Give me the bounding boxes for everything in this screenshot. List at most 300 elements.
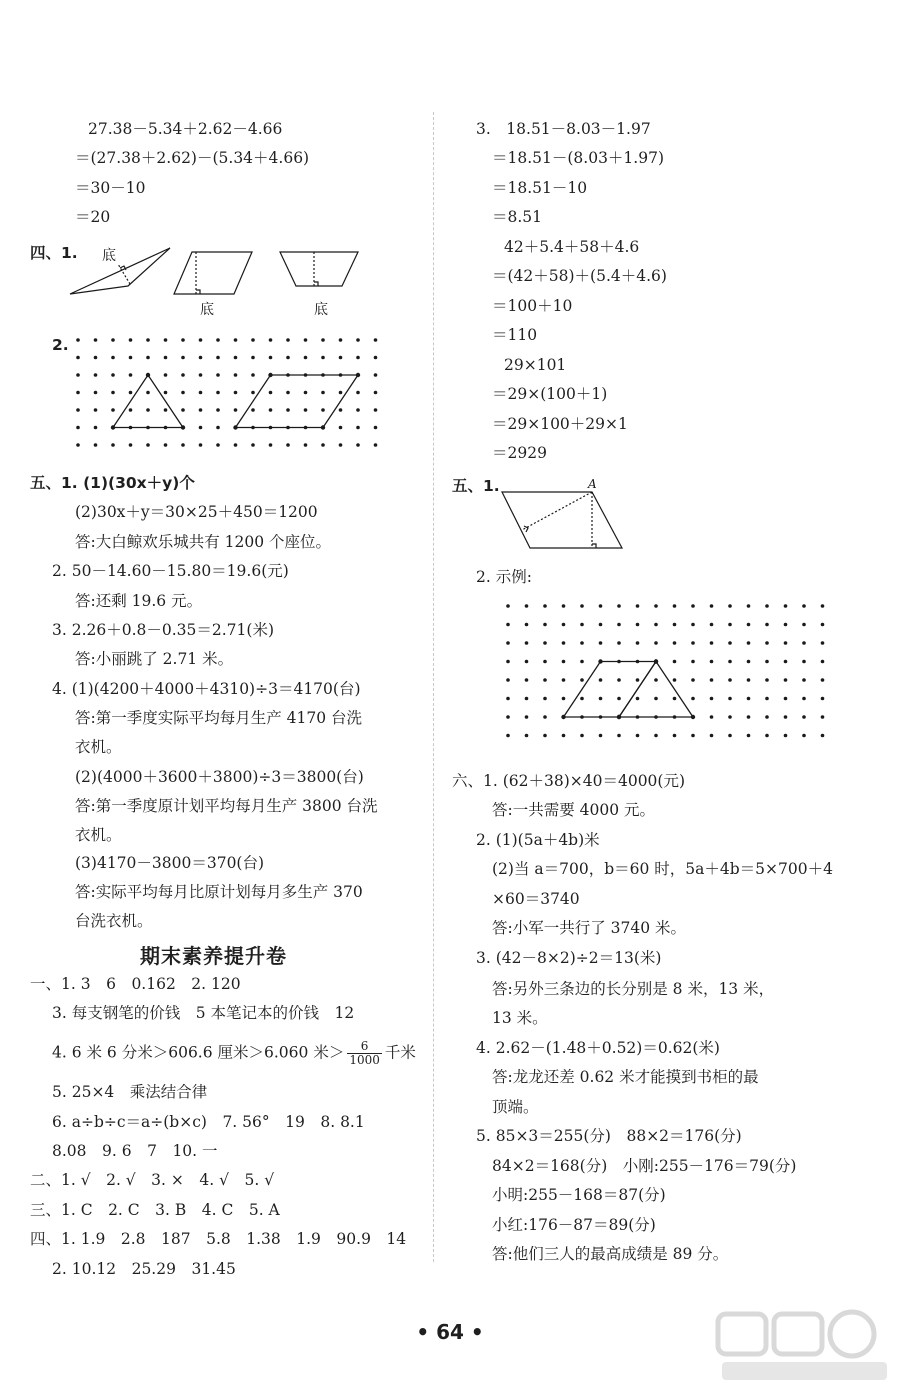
grid-dot — [356, 356, 360, 360]
grid-dot — [339, 426, 343, 430]
grid-dot — [580, 697, 584, 701]
answer-line: ＝8.51 — [492, 208, 543, 226]
grid-dot — [94, 373, 98, 377]
answer-line: 台洗衣机。 — [75, 912, 153, 930]
grid-dot — [710, 697, 714, 701]
grid-vertex — [146, 373, 150, 377]
grid-dot — [543, 660, 547, 664]
grid-dot — [321, 443, 325, 447]
grid-dot — [617, 678, 621, 682]
answer-line: ＝20 — [75, 208, 111, 226]
grid-shape — [619, 662, 693, 718]
grid-dot — [821, 660, 825, 664]
grid-dot — [269, 443, 273, 447]
grid-dot — [506, 660, 510, 664]
answer-line: 答:龙龙还差 0.62 米才能摸到书柜的最 — [492, 1068, 759, 1086]
grid-dot — [728, 623, 732, 627]
answer-line: (2)30x＋y＝30×25＋450＝1200 — [75, 503, 318, 521]
answer-line: 答:小军一共行了 3740 米。 — [492, 919, 687, 937]
grid-dot — [599, 623, 603, 627]
grid-dot — [234, 356, 238, 360]
grid-dot — [691, 623, 695, 627]
grid-dot — [129, 373, 133, 377]
grid-vertex — [617, 715, 621, 719]
grid-dot — [728, 678, 732, 682]
grid-dot — [821, 715, 825, 719]
grid-dot — [543, 604, 547, 608]
grid-dot — [374, 443, 378, 447]
grid-dot — [94, 408, 98, 412]
grid-dot — [111, 356, 115, 360]
grid-dot — [506, 604, 510, 608]
answer-line: 6. a÷b÷c＝a÷(b×c) 7. 56° 19 8. 8.1 — [52, 1113, 365, 1131]
grid-dot — [728, 734, 732, 738]
grid-dot — [821, 604, 825, 608]
grid-dot — [164, 391, 168, 395]
grid-dot — [747, 660, 751, 664]
grid-dot — [269, 356, 273, 360]
grid-dot — [710, 734, 714, 738]
grid-dot — [691, 604, 695, 608]
answer-line: 答:还剩 19.6 元。 — [75, 592, 203, 610]
grid-dot — [339, 443, 343, 447]
grid-dot — [94, 338, 98, 342]
grid-vertex — [181, 425, 185, 429]
answer-line: 2. (1)(5a＋4b)米 — [476, 831, 600, 849]
grid-dot — [94, 356, 98, 360]
answer-line: 2. 10.12 25.29 31.45 — [52, 1260, 236, 1278]
grid-dot — [111, 408, 115, 412]
section-label: 五、1. — [452, 477, 500, 495]
grid-dot — [580, 734, 584, 738]
grid-dot — [562, 697, 566, 701]
grid-dot — [199, 443, 203, 447]
grid-dot — [765, 715, 769, 719]
grid-dot — [129, 443, 133, 447]
answer-line: 5. 25×4 乘法结合律 — [52, 1083, 208, 1101]
grid-dot — [562, 641, 566, 645]
grid-dot — [111, 443, 115, 447]
answer-line: ＝29×100＋29×1 — [492, 415, 628, 433]
watermark-logo — [712, 1308, 892, 1386]
grid-dot — [129, 391, 133, 395]
fraction-numerator: 6 — [347, 1040, 382, 1054]
answer-line: 三、1. C 2. C 3. B 4. C 5. A — [30, 1201, 280, 1219]
answer-line: 答:第一季度实际平均每月生产 4170 台洗 — [75, 709, 363, 727]
grid-dot — [286, 356, 290, 360]
grid-dot — [802, 715, 806, 719]
grid-dot — [747, 641, 751, 645]
grid-dot — [356, 426, 360, 430]
grid-dot — [525, 641, 529, 645]
answer-line: 答:他们三人的最高成绩是 89 分。 — [492, 1245, 729, 1263]
grid-dot — [199, 391, 203, 395]
grid-dot — [673, 641, 677, 645]
grid-dot — [821, 697, 825, 701]
answer-line: (3)4170－3800＝370(台) — [75, 854, 265, 872]
grid-dot — [765, 604, 769, 608]
grid-dot — [251, 356, 255, 360]
grid-dot — [506, 623, 510, 627]
grid-dot — [269, 408, 273, 412]
grid-dot — [765, 697, 769, 701]
answer-line: 六、1. (62＋38)×40＝4000(元) — [452, 772, 686, 790]
answer-line: 2. 50－14.60－15.80＝19.6(元) — [52, 562, 289, 580]
grid-dot — [710, 715, 714, 719]
answer-line — [52, 1040, 416, 1067]
grid-dot — [321, 408, 325, 412]
grid-dot — [164, 356, 168, 360]
grid-dot — [94, 426, 98, 430]
answer-line: 27.38－5.34＋2.62－4.66 — [88, 120, 283, 138]
answer-line: 4. (1)(4200＋4000＋4310)÷3＝4170(台) — [52, 680, 361, 698]
grid-dot — [321, 338, 325, 342]
grid-dot — [654, 604, 658, 608]
grid-dot — [784, 734, 788, 738]
grid-dot — [146, 356, 150, 360]
section-title: 期末素养提升卷 — [140, 944, 287, 968]
grid-dot — [199, 426, 203, 430]
grid-dot — [654, 678, 658, 682]
grid-dot — [506, 641, 510, 645]
grid-dot — [728, 715, 732, 719]
answer-line: ＝(42＋58)＋(5.4＋4.6) — [492, 267, 667, 285]
grid-dot — [181, 373, 185, 377]
answer-line: ＝100＋10 — [492, 297, 573, 315]
grid-dot — [802, 697, 806, 701]
grid-dot — [673, 604, 677, 608]
grid-dot — [234, 338, 238, 342]
answer-line: 顶端。 — [492, 1098, 539, 1116]
grid-dot — [543, 641, 547, 645]
grid-dot — [111, 338, 115, 342]
grid-dot — [199, 356, 203, 360]
grid-shape — [113, 375, 183, 428]
grid-dot — [199, 338, 203, 342]
grid-dot — [617, 697, 621, 701]
grid-dot — [146, 338, 150, 342]
grid-dot — [525, 715, 529, 719]
grid-dot — [580, 604, 584, 608]
grid-dot — [543, 715, 547, 719]
grid-dot — [129, 408, 133, 412]
grid-dot — [251, 338, 255, 342]
grid-vertex — [598, 659, 602, 663]
grid-dot — [339, 408, 343, 412]
grid-dot — [802, 734, 806, 738]
answer-line: 5. 85×3＝255(分) 88×2＝176(分) — [476, 1127, 742, 1145]
grid-dot — [636, 697, 640, 701]
answer-line: ＝18.51－10 — [492, 179, 588, 197]
grid-dot — [784, 623, 788, 627]
grid-vertex — [321, 425, 325, 429]
grid-dot — [234, 408, 238, 412]
answer-line: ×60＝3740 — [492, 890, 580, 908]
grid-dot — [747, 734, 751, 738]
grid-dot — [673, 734, 677, 738]
answer-line: 2. 示例: — [476, 568, 532, 586]
answer-line: ＝2929 — [492, 444, 547, 462]
grid-dot — [599, 697, 603, 701]
answer-line: 四、1. 1.9 2.8 187 5.8 1.38 1.9 90.9 14 — [30, 1230, 407, 1248]
grid-dot — [111, 373, 115, 377]
grid-dot — [617, 604, 621, 608]
grid-dot — [356, 338, 360, 342]
grid-dot — [691, 678, 695, 682]
page-number: • 64 • — [416, 1320, 484, 1344]
grid-dot — [599, 734, 603, 738]
grid-dot — [111, 391, 115, 395]
grid-dot — [599, 604, 603, 608]
grid-dot — [691, 660, 695, 664]
grid-dot — [728, 660, 732, 664]
grid-dot — [562, 734, 566, 738]
grid-dot — [765, 734, 769, 738]
answer-line: (2)当 a＝700，b＝60 时，5a＋4b＝5×700＋4 — [492, 860, 833, 878]
fraction-line-suffix: 千米 — [384, 1043, 416, 1062]
answer-line: 3. 18.51－8.03－1.97 — [476, 120, 651, 138]
grid-dot — [673, 678, 677, 682]
grid-dot — [728, 604, 732, 608]
grid-dot — [562, 623, 566, 627]
grid-dot — [580, 641, 584, 645]
grid-dot — [784, 641, 788, 645]
dot-grid-right — [500, 598, 840, 758]
vertex-label: A — [588, 477, 597, 491]
grid-dot — [747, 715, 751, 719]
grid-dot — [356, 443, 360, 447]
column-divider — [433, 112, 434, 1262]
grid-dot — [181, 408, 185, 412]
answer-line: ＝110 — [492, 326, 538, 344]
grid-dot — [654, 623, 658, 627]
grid-dot — [784, 697, 788, 701]
grid-dot — [543, 734, 547, 738]
grid-dot — [636, 604, 640, 608]
question-number: 2. — [52, 336, 69, 354]
grid-dot — [216, 373, 220, 377]
grid-dot — [543, 678, 547, 682]
base-label: 底 — [200, 302, 214, 318]
grid-dot — [374, 391, 378, 395]
grid-dot — [784, 604, 788, 608]
grid-dot — [234, 443, 238, 447]
grid-dot — [164, 443, 168, 447]
grid-dot — [710, 604, 714, 608]
grid-dot — [673, 697, 677, 701]
answer-line: 小明:255－168＝87(分) — [492, 1186, 666, 1204]
grid-dot — [251, 443, 255, 447]
grid-shape — [236, 375, 359, 428]
grid-dot — [710, 641, 714, 645]
answer-line: 3. (42－8×2)÷2＝13(米) — [476, 949, 662, 967]
answer-line: 小红:176－87＝89(分) — [492, 1216, 656, 1234]
grid-dot — [94, 443, 98, 447]
grid-dot — [747, 623, 751, 627]
grid-vertex — [654, 659, 658, 663]
grid-dot — [304, 391, 308, 395]
grid-dot — [784, 715, 788, 719]
grid-dot — [710, 623, 714, 627]
grid-dot — [654, 734, 658, 738]
grid-dot — [691, 697, 695, 701]
grid-dot — [199, 408, 203, 412]
grid-dot — [286, 391, 290, 395]
grid-dot — [251, 408, 255, 412]
answer-line: 3. 2.26＋0.8－0.35＝2.71(米) — [52, 621, 274, 639]
grid-dot — [525, 660, 529, 664]
grid-dot — [599, 678, 603, 682]
grid-dot — [76, 426, 80, 430]
grid-dot — [146, 408, 150, 412]
grid-dot — [710, 660, 714, 664]
fraction-line-prefix: 4. 6 米 6 分米＞606.6 厘米＞6.060 米＞ — [52, 1043, 345, 1062]
grid-dot — [506, 715, 510, 719]
answer-line: 42＋5.4＋58＋4.6 — [504, 238, 640, 256]
grid-dot — [321, 391, 325, 395]
grid-dot — [129, 338, 133, 342]
grid-dot — [76, 408, 80, 412]
grid-dot — [76, 373, 80, 377]
grid-vertex — [561, 715, 565, 719]
answer-line: ＝18.51－(8.03＋1.97) — [492, 149, 664, 167]
grid-dot — [747, 697, 751, 701]
grid-dot — [525, 678, 529, 682]
grid-dot — [216, 443, 220, 447]
grid-dot — [636, 623, 640, 627]
grid-dot — [251, 391, 255, 395]
grid-dot — [234, 373, 238, 377]
grid-dot — [728, 641, 732, 645]
grid-dot — [802, 678, 806, 682]
grid-dot — [654, 697, 658, 701]
answer-line: 答:实际平均每月比原计划每月多生产 370 — [75, 883, 363, 901]
grid-dot — [765, 678, 769, 682]
grid-dot — [339, 391, 343, 395]
grid-dot — [617, 641, 621, 645]
grid-dot — [654, 641, 658, 645]
grid-dot — [802, 604, 806, 608]
section-label: 四、1. — [30, 244, 78, 262]
grid-dot — [269, 338, 273, 342]
grid-dot — [164, 373, 168, 377]
answer-line: 13 米。 — [492, 1009, 548, 1027]
grid-shape — [564, 662, 657, 718]
grid-dot — [802, 641, 806, 645]
grid-dot — [525, 623, 529, 627]
grid-dot — [304, 338, 308, 342]
grid-dot — [765, 641, 769, 645]
grid-dot — [617, 734, 621, 738]
grid-vertex — [268, 373, 272, 377]
grid-dot — [374, 373, 378, 377]
grid-dot — [525, 604, 529, 608]
grid-vertex — [356, 373, 360, 377]
answer-line: (2)(4000＋3600＋3800)÷3＝3800(台) — [75, 768, 364, 786]
fraction — [347, 1040, 382, 1067]
grid-dot — [374, 338, 378, 342]
grid-dot — [821, 641, 825, 645]
grid-dot — [181, 443, 185, 447]
grid-dot — [506, 734, 510, 738]
grid-dot — [216, 356, 220, 360]
fraction-denominator: 1000 — [349, 1053, 380, 1067]
answer-line: 一、1. 3 6 0.162 2. 120 — [30, 975, 241, 993]
grid-dot — [286, 408, 290, 412]
grid-dot — [673, 623, 677, 627]
grid-dot — [216, 391, 220, 395]
grid-dot — [821, 623, 825, 627]
answer-line: 3. 每支钢笔的价钱 5 本笔记本的价钱 12 — [52, 1004, 355, 1022]
grid-dot — [802, 623, 806, 627]
grid-dot — [146, 391, 150, 395]
answer-line: 答:一共需要 4000 元。 — [492, 801, 656, 819]
grid-dot — [580, 678, 584, 682]
grid-dot — [728, 697, 732, 701]
grid-dot — [562, 660, 566, 664]
grid-dot — [339, 356, 343, 360]
grid-dot — [617, 623, 621, 627]
grid-dot — [562, 678, 566, 682]
grid-dot — [747, 604, 751, 608]
grid-dot — [199, 373, 203, 377]
grid-dot — [321, 356, 325, 360]
grid-dot — [76, 391, 80, 395]
grid-dot — [374, 426, 378, 430]
grid-dot — [216, 426, 220, 430]
grid-dot — [506, 697, 510, 701]
answer-line: 84×2＝168(分) 小刚:255－176＝79(分) — [492, 1157, 797, 1175]
grid-dot — [691, 641, 695, 645]
grid-dot — [286, 338, 290, 342]
grid-dot — [636, 734, 640, 738]
grid-dot — [76, 338, 80, 342]
grid-dot — [181, 338, 185, 342]
grid-dot — [304, 408, 308, 412]
answer-line: 二、1. √ 2. √ 3. × 4. √ 5. √ — [30, 1171, 275, 1189]
answer-line: 答:大白鲸欢乐城共有 1200 个座位。 — [75, 533, 332, 551]
grid-dot — [562, 604, 566, 608]
grid-dot — [784, 678, 788, 682]
grid-dot — [164, 408, 168, 412]
grid-dot — [164, 338, 168, 342]
grid-dot — [765, 623, 769, 627]
grid-dot — [269, 391, 273, 395]
grid-dot — [216, 338, 220, 342]
grid-dot — [76, 356, 80, 360]
grid-dot — [784, 660, 788, 664]
grid-dot — [580, 623, 584, 627]
grid-dot — [525, 697, 529, 701]
dot-grid-left — [70, 332, 390, 462]
answer-line: 答:第一季度原计划平均每月生产 3800 台洗 — [75, 797, 378, 815]
grid-dot — [181, 356, 185, 360]
grid-dot — [543, 697, 547, 701]
answer-line: 答:小丽跳了 2.71 米。 — [75, 650, 234, 668]
answer-line: 衣机。 — [75, 826, 122, 844]
grid-dot — [304, 356, 308, 360]
section-label: 五、1. (1)(30x＋y)个 — [30, 474, 195, 492]
grid-dot — [374, 408, 378, 412]
base-label: 底 — [102, 248, 116, 264]
answer-line: 4. 2.62－(1.48＋0.52)＝0.62(米) — [476, 1039, 720, 1057]
answer-line: ＝29×(100＋1) — [492, 385, 608, 403]
grid-dot — [181, 391, 185, 395]
grid-dot — [339, 338, 343, 342]
grid-dot — [636, 678, 640, 682]
grid-dot — [821, 678, 825, 682]
grid-dot — [802, 660, 806, 664]
